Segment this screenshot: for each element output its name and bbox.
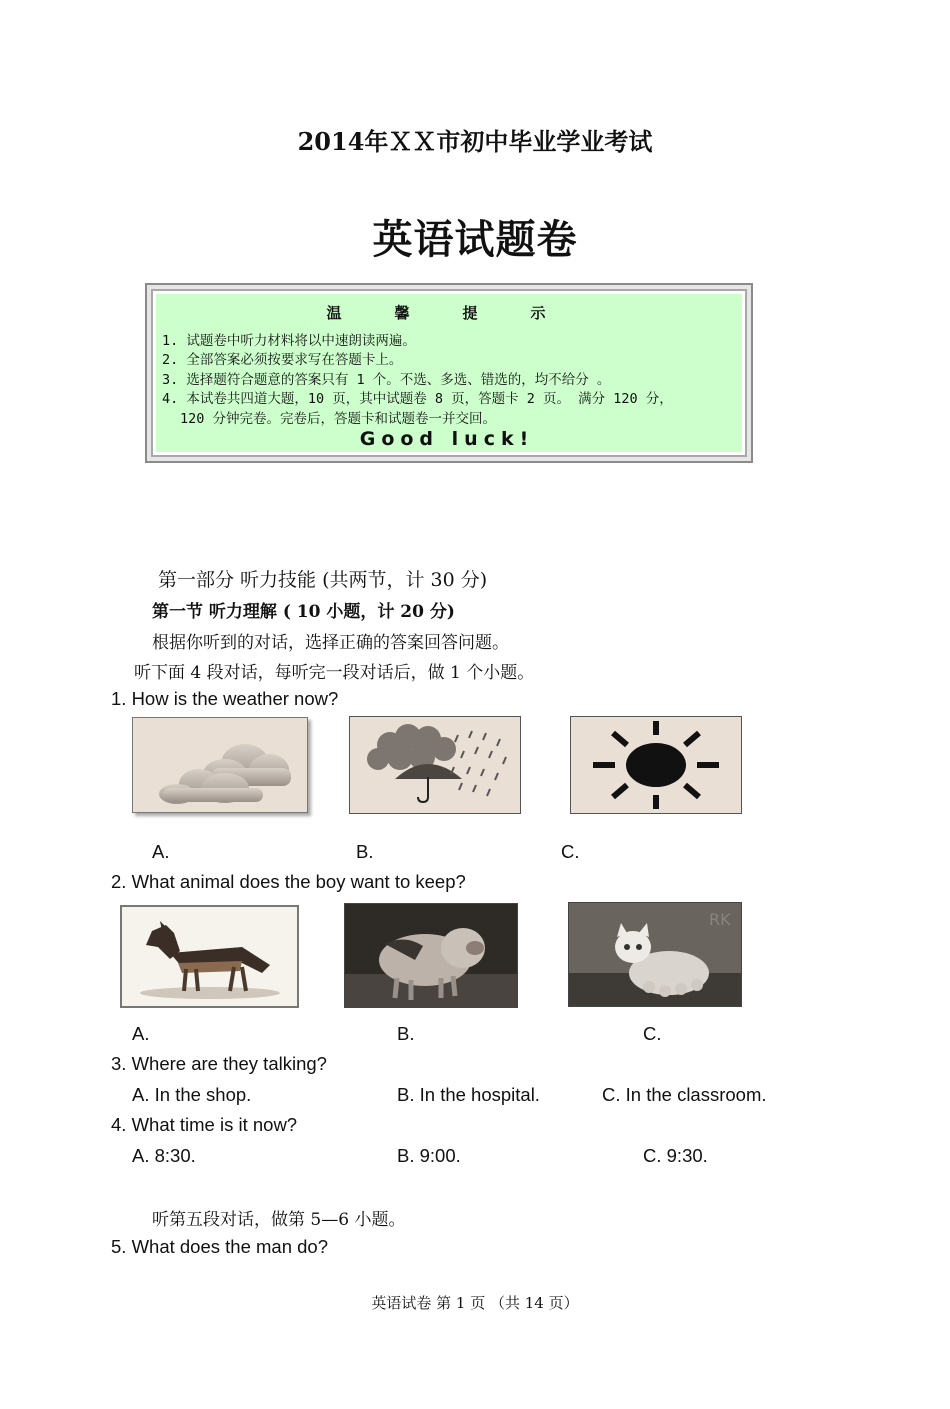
option-a: A. xyxy=(152,841,170,862)
option-c: C. In the classroom. xyxy=(602,1084,767,1105)
pig-photo xyxy=(344,903,518,1008)
part-title: 第一部分 听力技能 (共两节，计 30 分) xyxy=(158,569,488,591)
instruction-text: 根据你听到的对话，选择正确的答案回答问题。 xyxy=(152,633,509,653)
option-b: B. xyxy=(397,1023,415,1044)
notice-box xyxy=(145,283,753,463)
option-a: A. In the shop. xyxy=(132,1084,252,1105)
notice-item: 4. 本试卷共四道大题，10 页，其中试题卷 8 页，答题卡 2 页。 满分 120 分， xyxy=(162,391,673,407)
notice-content xyxy=(156,294,742,452)
option-a: A. xyxy=(132,1023,150,1044)
option-c: C. xyxy=(643,1023,662,1044)
section-title: 第一节 听力理解 ( 10 小题，计 20 分) xyxy=(152,602,455,622)
kitten-photo xyxy=(568,902,742,1007)
instruction-text: 听第五段对话，做第 5—6 小题。 xyxy=(152,1210,406,1230)
notice-heading: 温 馨 提 示 xyxy=(326,304,568,322)
sun-icon xyxy=(570,716,742,814)
page-footer: 英语试卷 第 1 页 （共 14 页） xyxy=(371,1294,579,1312)
instruction-text: 听下面 4 段对话，每听完一段对话后，做 1 个小题。 xyxy=(134,663,535,683)
notice-item: 3. 选择题符合题意的答案只有 1 个。不选、多选、错选的，均不给分 。 xyxy=(162,371,611,388)
notice-item: 120 分钟完卷。完卷后，答题卡和试题卷一并交回。 xyxy=(180,410,497,427)
good-luck-text: Good luck! xyxy=(359,428,535,450)
option-b: B. xyxy=(356,841,374,862)
rain-umbrella-icon xyxy=(349,716,521,814)
option-c: C. 9:30. xyxy=(643,1145,708,1166)
option-c: C. xyxy=(561,841,580,862)
option-b: B. 9:00. xyxy=(397,1145,461,1166)
notice-item: 1. 试题卷中听力材料将以中速朗读两遍。 xyxy=(162,332,416,349)
watermark-text: RK xyxy=(709,910,731,929)
question-5: 5. What does the man do? xyxy=(111,1236,328,1257)
question-2: 2. What animal does the boy want to keep? xyxy=(111,871,466,892)
notice-item: 2. 全部答案必须按要求写在答题卡上。 xyxy=(162,352,403,368)
question-4: 4. What time is it now? xyxy=(111,1114,298,1135)
dog-photo xyxy=(120,905,299,1008)
question-1: 1. How is the weather now? xyxy=(111,688,339,709)
option-a: A. 8:30. xyxy=(132,1145,196,1166)
paper-title: 英语试题卷 xyxy=(372,216,578,263)
option-b: B. In the hospital. xyxy=(397,1084,540,1105)
question-3: 3. Where are they talking? xyxy=(111,1053,327,1074)
cloud-icon xyxy=(132,717,308,813)
exam-title: 2014年ＸＸ市初中毕业学业考试 xyxy=(297,127,653,156)
